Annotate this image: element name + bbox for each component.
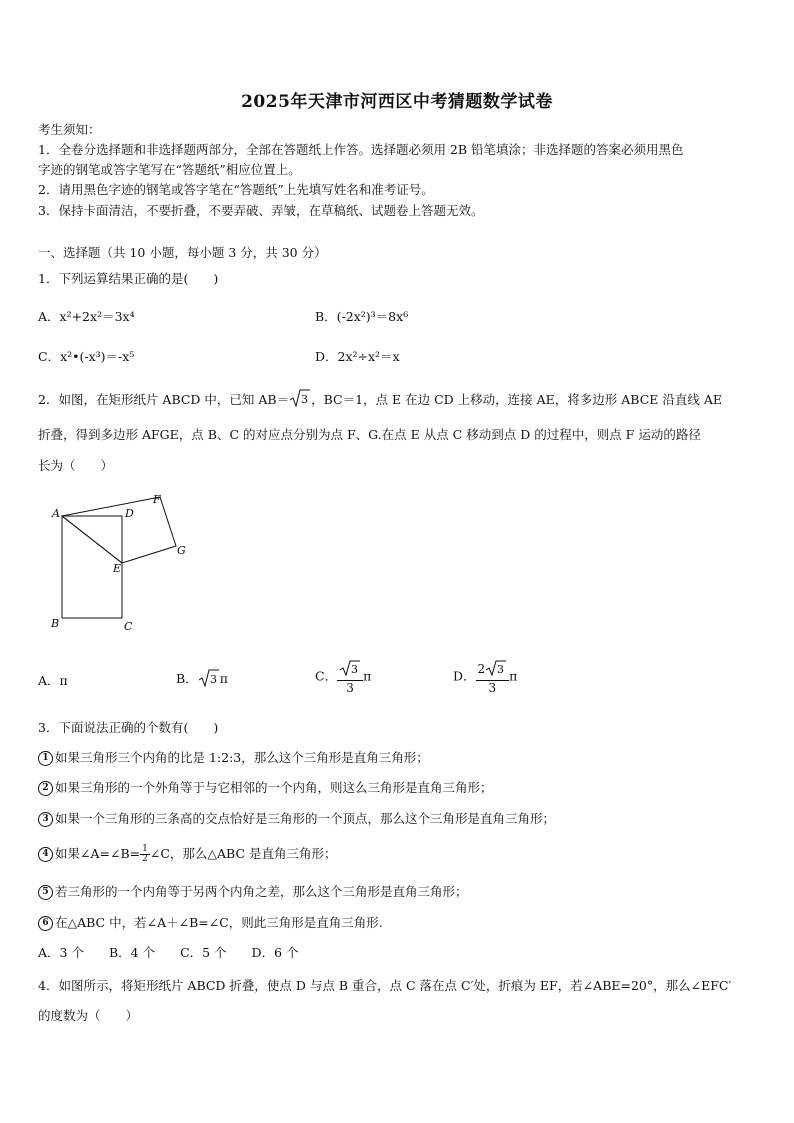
q2-option-a: A．π (38, 673, 68, 688)
q2-option-b: B． 3 π (176, 668, 228, 691)
q1-stem: 1．下列运算结果正确的是( ) (38, 271, 219, 286)
q3-item-4: 4 如果∠A=∠B= $\frac{1}{2}$ ∠C，那么△ABC 是直角三角形； (38, 845, 336, 864)
notice-item-2: 2．请用黑色字迹的钢笔或答字笔在“答题纸”上先填写姓名和准考证号。 (38, 182, 434, 197)
label-a: A (52, 507, 60, 520)
circled-number: 5 (38, 885, 53, 900)
q2-figure (48, 490, 198, 635)
sqrt-3 (198, 668, 220, 691)
label-f: F (153, 493, 161, 506)
circled-number: 3 (38, 812, 53, 827)
circled-number: 6 (38, 916, 53, 931)
sqrt-3-radicand: 3 (301, 393, 309, 406)
q3-item-5: 5 若三角形的一个内角等于另两个内角之差，那么这个三角形是直角三角形； (38, 883, 468, 901)
label-d: D (125, 507, 134, 520)
notice-item-1: 1．全卷分选择题和非选择题两部分，全部在答题纸上作答。选择题必须用 2B 铅笔填涂；非选择题的答案必须用黑色 (38, 142, 684, 157)
circled-number: 2 (38, 781, 53, 796)
label-g: G (177, 544, 186, 557)
q3-item-1: 1 如果三角形三个内角的比是 1:2:3，那么这个三角形是直角三角形； (38, 749, 429, 767)
svg-text:3: 3 (351, 663, 359, 676)
notice-item-1-cont: 字迹的钢笔或答字笔写在“答题纸”相应位置上。 (38, 162, 301, 177)
section-heading: 一、选择题（共 10 小题，每小题 3 分，共 30 分） (38, 245, 327, 260)
q2-line-3: 长为（ ） (38, 458, 114, 473)
polygon-afge (62, 497, 176, 563)
q2-line-1b: ，BC＝1，点 E 在边 CD 上移动，连接 AE，将多边形 ABCE 沿直线 AE (311, 392, 722, 407)
fraction-2sqrt3-over-3: 2 3 3 (476, 659, 510, 695)
q1-option-d: D．2x²÷x²＝x (315, 349, 400, 364)
label-b: B (51, 617, 60, 630)
svg-text:3: 3 (497, 663, 505, 676)
label-c: C (124, 620, 133, 633)
q2-line-2: 折叠，得到多边形 AFGE，点 B、C 的对应点分别为点 F、G.在点 E 从点 C 移动到点 D 的过程中，则点 F 运动的路径 (38, 427, 701, 442)
svg-text:3: 3 (209, 673, 217, 686)
fraction-sqrt3-over-3: $\frac{3}{3}$ (337, 659, 363, 695)
q3-item-2: 2 如果三角形的一个外角等于与它相邻的一个内角，则这么三角形是直角三角形； (38, 779, 493, 797)
q4-line-1: 4．如图所示，将矩形纸片 ABCD 折叠，使点 D 与点 B 重合，点 C 落在点 C′处，折痕为 EF，若∠ABE=20°，那么∠EFC′ (38, 978, 732, 993)
label-e: E (113, 562, 122, 575)
q2-option-d: D． 2 3 3 π (453, 659, 517, 695)
q2-line-1 (38, 388, 722, 413)
q1-option-a: A．x²+2x²＝3x⁴ (38, 309, 135, 324)
q1-option-b: B．(-2x²)³＝8x⁶ (315, 309, 409, 324)
fraction-one-half: $\frac{1}{2}$ (142, 844, 148, 864)
q3-stem: 3．下面说法正确的个数有( ) (38, 720, 219, 735)
notice-heading: 考生须知： (38, 122, 101, 137)
q3-item-6: 6 在△ABC 中，若∠A＋∠B=∠C，则此三角形是直角三角形. (38, 914, 383, 932)
q1-option-c: C．x²•(-x³)＝-x⁵ (38, 349, 135, 364)
q2-line-1a: 2．如图，在矩形纸片 ABCD 中，已知 AB＝ (38, 392, 290, 407)
q2-option-c: C． $\frac{3}{3}$ π (315, 659, 371, 695)
circled-number: 1 (38, 751, 53, 766)
q4-line-2: 的度数为（ ） (38, 1008, 139, 1023)
q3-item-3: 3 如果一个三角形的三条高的交点恰好是三角形的一个顶点，那么这个三角形是直角三角形； (38, 810, 555, 828)
page-title: 2025年天津市河西区中考猜题数学试卷 (241, 92, 553, 112)
sqrt-3 (289, 388, 311, 413)
circled-number: 4 (38, 847, 53, 862)
q3-options: A．3 个 B．4 个 C．5 个 D．6 个 (38, 945, 299, 960)
notice-item-3: 3．保持卡面清洁，不要折叠，不要弄破、弄皱，在草稿纸、试题卷上答题无效。 (38, 203, 484, 218)
